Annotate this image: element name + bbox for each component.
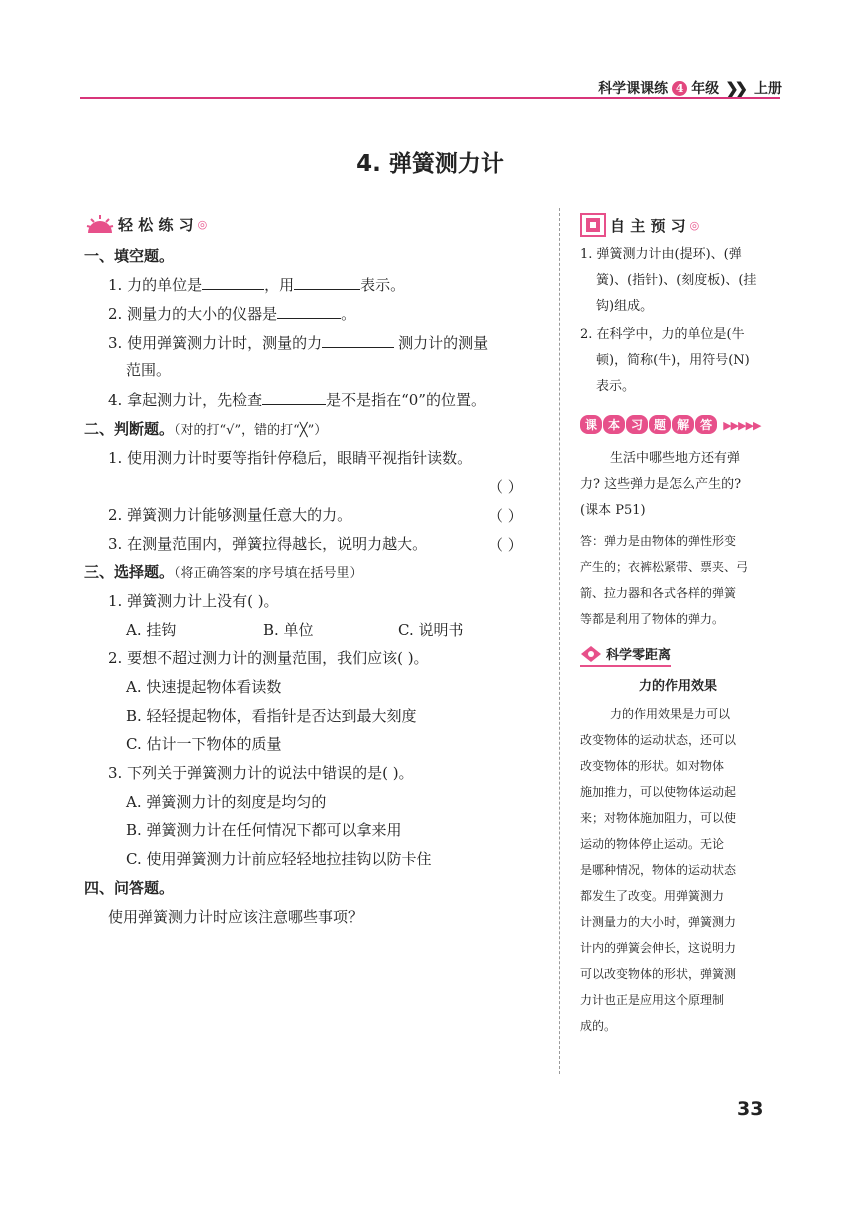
- double-chevron-icon: ❯❯: [725, 78, 744, 98]
- label-char: 本: [603, 415, 625, 434]
- choice-q1-option-c: C. 说明书: [398, 621, 464, 639]
- choice-q1: 1. 弹簧测力计上没有( )。: [108, 592, 279, 610]
- section-label-zero-distance: [580, 644, 671, 667]
- choice-heading: [84, 562, 363, 584]
- judge-heading: [84, 419, 327, 441]
- label-char: 解: [672, 415, 694, 434]
- effect-line: 来；对物体施加阻力，可以使: [580, 811, 737, 825]
- preview-item-2-line3: 表示。: [596, 379, 636, 394]
- answer-blank[interactable]: [322, 333, 394, 348]
- effect-line: 改变物体的形状。如对物体: [580, 759, 725, 773]
- heading-text: 三、选择题。: [84, 563, 175, 581]
- q-text: 表示。: [360, 276, 406, 294]
- choice-q2-option-c: C. 估计一下物体的质量: [126, 735, 282, 753]
- label-char: 答: [695, 415, 717, 434]
- fill-blank-q1: [108, 275, 405, 295]
- section-label-practice: [86, 213, 207, 235]
- swirl-icon: ◎: [689, 218, 700, 232]
- arrows-icon: ▶▶▶▶▶: [723, 419, 761, 432]
- effect-line: 力的作用效果是力可以: [610, 707, 731, 721]
- page-title: 4. 弹簧测力计: [356, 151, 504, 177]
- preview-item-1-line2: 簧)、(指针)、(刻度板)、(挂: [596, 273, 757, 288]
- q-text: 2. 测量力的大小的仪器是: [108, 305, 278, 323]
- q-text: 4. 拿起测力计，先检查: [108, 391, 263, 409]
- textbook-question-line3: (课本 P51): [580, 503, 646, 518]
- choice-q3-option-a: A. 弹簧测力计的刻度是均匀的: [126, 793, 327, 811]
- choice-q2-option-b: B. 轻轻提起物体，看指针是否达到最大刻度: [126, 707, 417, 725]
- preview-item-1-line3: 钩)组成。: [596, 299, 654, 314]
- judge-q1: 1. 使用测力计时要等指针停稳后，眼睛平视指针读数。: [108, 449, 473, 467]
- q-text: ，用: [264, 276, 295, 294]
- effect-line: 可以改变物体的形状，弹簧测: [580, 967, 737, 981]
- judge-answer-paren[interactable]: （ ）: [488, 478, 523, 496]
- heading-text: 二、判断题。: [84, 420, 175, 438]
- choice-q1-option-a: A. 挂钩: [126, 621, 177, 639]
- choice-q1-option-b: B. 单位: [263, 621, 314, 639]
- q-text: 。: [341, 305, 357, 323]
- choice-q2: 2. 要想不超过测力计的测量范围，我们应该( )。: [108, 649, 429, 667]
- effect-line: 成的。: [580, 1019, 617, 1033]
- choice-q2-option-a: A. 快速提起物体看读数: [126, 678, 282, 696]
- q-text: 测力计的测量: [398, 334, 489, 352]
- textbook-answer-line4: 等都是利用了物体的弹力。: [580, 612, 725, 626]
- column-divider: [559, 208, 560, 1074]
- textbook-answer-line2: 产生的；衣裤松紧带、票夹、弓: [580, 560, 749, 574]
- grade-word: 年级: [691, 81, 720, 97]
- sun-icon: [86, 213, 114, 235]
- effect-line: 改变物体的运动状态，还可以: [580, 733, 737, 747]
- section-label-text: 自 主 预 习: [610, 216, 686, 235]
- fill-blank-q4: [108, 390, 486, 410]
- textbook-answer-label: [580, 414, 761, 434]
- preview-item-1-line1: 1. 弹簧测力计由(提环)、(弹: [580, 247, 742, 262]
- effect-line: 施加推力，可以使物体运动起: [580, 785, 737, 799]
- qa-question: 使用弹簧测力计时应该注意哪些事项？: [108, 908, 364, 926]
- heading-note: （对的打“√”，错的打“╳”）: [174, 423, 328, 438]
- answer-blank[interactable]: [202, 275, 264, 290]
- volume-label: 上册: [754, 81, 782, 97]
- judge-q2: 2. 弹簧测力计能够测量任意大的力。: [108, 506, 353, 524]
- grade-badge: 4: [672, 81, 687, 96]
- judge-q3: 3. 在测量范围内，弹簧拉得越长，说明力越大。: [108, 535, 428, 553]
- answer-blank[interactable]: [294, 275, 360, 290]
- textbook-answer-line3: 箭、拉力器和各式各样的弹簧: [580, 586, 737, 600]
- judge-answer-paren[interactable]: （ ）: [488, 507, 523, 525]
- effect-line: 力计也正是应用这个原理制: [580, 993, 725, 1007]
- effect-line: 运动的物体停止运动。无论: [580, 837, 725, 851]
- effect-line: 计内的弹簧会伸长，这说明力: [580, 941, 737, 955]
- page-number: 33: [737, 1098, 764, 1120]
- choice-q3-option-b: B. 弹簧测力计在任何情况下都可以拿来用: [126, 821, 402, 839]
- q-text: 1. 力的单位是: [108, 276, 203, 294]
- label-char: 课: [580, 415, 602, 434]
- preview-item-2-line2: 顿)，简称(牛)，用符号(N): [596, 353, 750, 368]
- fill-blank-q3: [108, 333, 488, 353]
- answer-blank[interactable]: [277, 304, 341, 319]
- section-label-text: 轻 松 练 习: [118, 215, 194, 234]
- diamond-icon: [580, 645, 602, 663]
- fill-blank-q3-cont: 范围。: [126, 361, 172, 379]
- label-char: 习: [626, 415, 648, 434]
- fill-blank-heading: 一、填空题。: [84, 247, 175, 265]
- effect-line: 是哪种情况，物体的运动状态: [580, 863, 737, 877]
- effect-line: 计测量力的大小时，弹簧测力: [580, 915, 737, 929]
- textbook-question-line2: 力? 这些弹力是怎么产生的?: [580, 477, 742, 492]
- q-text: 是不是指在“0”的位置。: [326, 391, 486, 409]
- label-char: 题: [649, 415, 671, 434]
- section-label-preview: [580, 213, 699, 237]
- book-icon: [580, 213, 606, 237]
- textbook-question-line1: 生活中哪些地方还有弹: [610, 451, 741, 466]
- q-text: 3. 使用弹簧测力计时，测量的力: [108, 334, 323, 352]
- heading-note: （将正确答案的序号填在括号里）: [174, 566, 363, 581]
- answer-blank[interactable]: [262, 390, 326, 405]
- qa-heading: 四、问答题。: [84, 879, 175, 897]
- book-name: 科学课课练: [598, 81, 669, 97]
- header-rule: [80, 97, 780, 99]
- running-header: [598, 78, 782, 98]
- judge-answer-paren[interactable]: （ ）: [488, 536, 523, 554]
- effect-line: 都发生了改变。用弹簧测力: [580, 889, 725, 903]
- fill-blank-q2: [108, 304, 356, 324]
- effect-title: 力的作用效果: [638, 679, 717, 694]
- choice-q3: 3. 下列关于弹簧测力计的说法中错误的是( )。: [108, 764, 414, 782]
- preview-item-2-line1: 2. 在科学中，力的单位是(牛: [580, 327, 745, 342]
- textbook-answer-line1: 答：弹力是由物体的弹性形变: [580, 534, 737, 548]
- choice-q3-option-c: C. 使用弹簧测力计前应轻轻地拉挂钩以防卡住: [126, 850, 432, 868]
- swirl-icon: ◎: [197, 217, 208, 231]
- section-label-text: 科学零距离: [606, 648, 672, 663]
